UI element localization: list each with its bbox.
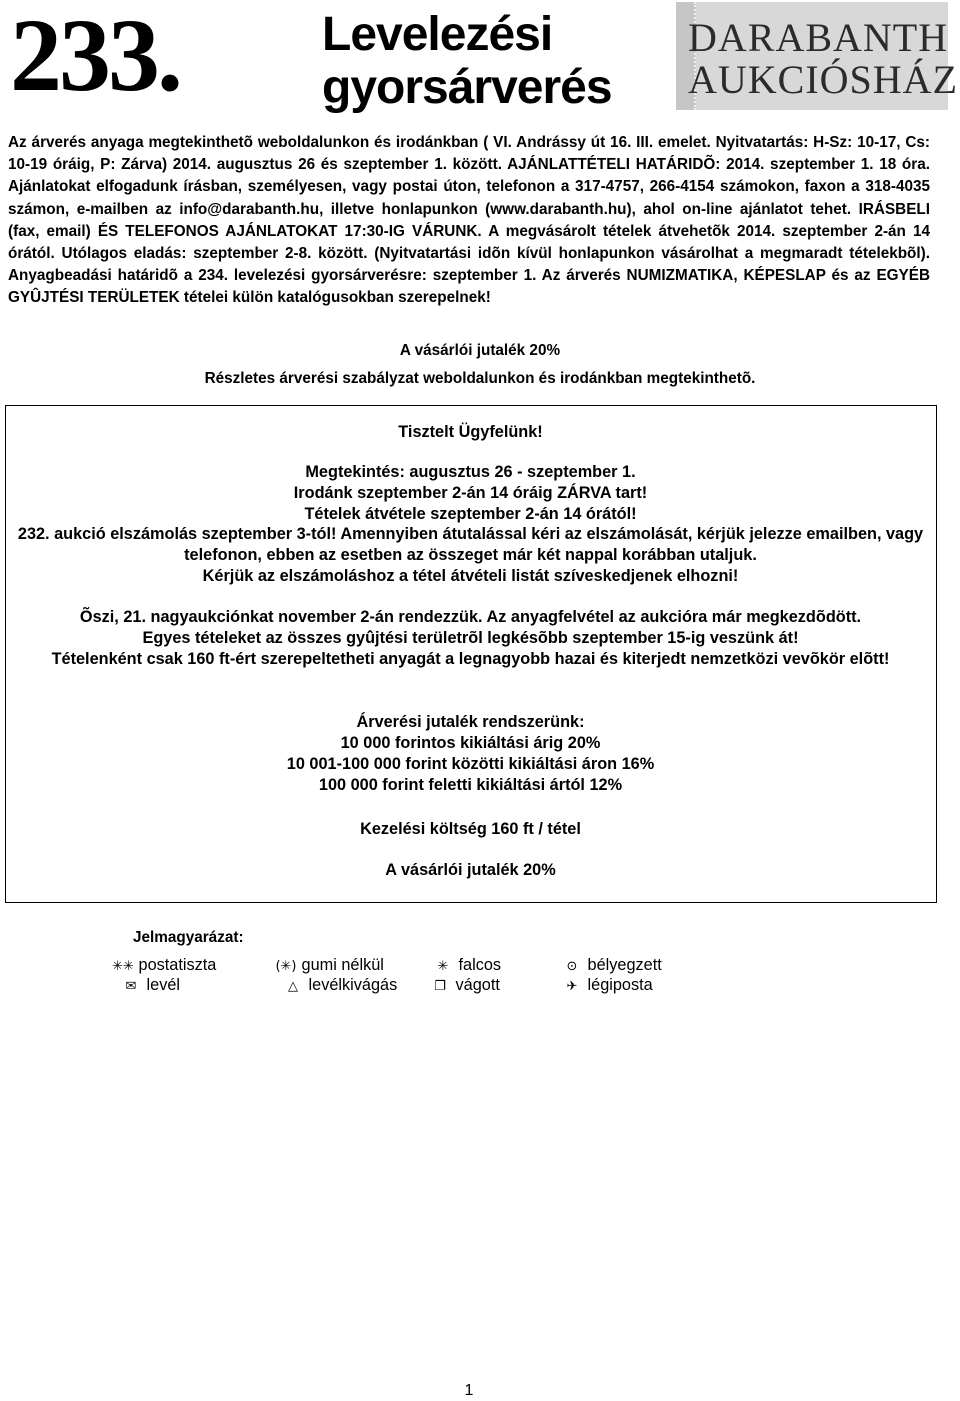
- fee-tier-3: 100 000 forint feletti kikiáltási ártól 12%: [318, 776, 623, 794]
- double-star-icon: ✳✳: [112, 959, 134, 974]
- handling-fee-text: Kezelési költség 160 ft / tétel: [360, 820, 581, 838]
- issue-number: 233.: [10, 0, 180, 113]
- legend-title: Jelmagyarázat:: [133, 929, 244, 946]
- intro-paragraph: Az árverés anyaga megtekinthetõ weboldalunkon és irodánkban ( VI. Andrássy út 16. III. emelet. Nyitvatartás: H-Sz: 10-17, Cs: 10-19 óráig, P: Zárva) 2014. augusztus 26 és szeptember 1. között. AJÁNLATTÉTELI HATÁRIDÕ: 2014. szeptember 1. 18 óra. Ajánlatokat elfogadunk írásban, személyesen, vagy postai úton, telefonon a 317-4757, 266-4154 számokon, faxon a 318-4035 számon, e-mailben az info@darabanth.hu, illetve honlapunkon (www.darabanth.hu), ahol on-line ajánlatot tehet. IRÁSBELI (fax, email) ÉS TELEFONOS AJÁNLATOKAT 17:30-IG VÁRUNK. A megvásárolt tételek átvehetõk 2014. szeptember 2-án 14 órától. Utólagos eladás: szeptember 2-8. között. (Nyitvatartási idõn kívül honlapunkon vásárolhat a megmaradt tételekbõl). Anyagbeadási határidõ a 234. levelezési gyorsárverésre: szeptember 1. Az árverés NUMIZMATIKA, KÉPESLAP és az EGYÉB GYÛJTÉSI TERÜLETEK tételei külön katalógusokban szerepelnek!: [8, 134, 930, 307]
- triangle-icon: △: [288, 979, 298, 994]
- star-in-parentheses-icon: (✳): [275, 959, 297, 974]
- page-number: 1: [464, 1382, 474, 1399]
- legend-item-vagott: [429, 975, 500, 997]
- legend-label: levél: [146, 976, 181, 994]
- fee-tier-2: 10 001-100 000 forint közötti kikiáltási áron 16%: [286, 755, 655, 773]
- envelope-icon: ✉: [125, 979, 137, 994]
- legend-label: bélyegzett: [587, 956, 662, 974]
- viewing-dates: Megtekintés: augusztus 26 - szeptember 1.: [305, 463, 636, 481]
- title-line-2: gyorsárverés: [322, 61, 612, 114]
- legend-label: légiposta: [587, 976, 653, 994]
- star-icon: ✳: [437, 959, 449, 974]
- legend-label: gumi nélkül: [301, 956, 384, 974]
- legend-item-levelkivagas: [282, 975, 397, 997]
- legend-label: postatiszta: [138, 956, 217, 974]
- pickup-note: Tételek átvétele szeptember 2-án 14 órától!: [304, 505, 637, 523]
- settlement-list-note: Kérjük az elszámoláshoz a tétel átvételi listát szíveskedjenek elhozni!: [202, 567, 739, 585]
- square-icon: ❐: [434, 979, 446, 994]
- page-header: [0, 0, 960, 125]
- logo-text-line-1: DARABANTH: [688, 15, 949, 60]
- logo-text-line-2: AUKCIÓSHÁZ: [688, 57, 958, 102]
- legend-item-legiposta: [561, 975, 653, 997]
- airplane-icon: ✈: [566, 979, 578, 994]
- autumn-fee-note: Tételenként csak 160 ft-ért szerepeltetheti anyagát a legnagyobb hazai és kiterjedt nemzetközi vevõkör elõtt!: [51, 650, 890, 668]
- darabanth-logo: [676, 2, 958, 110]
- customer-notice-box: [5, 405, 937, 903]
- notice-fee-system: [6, 712, 935, 796]
- auction-rules-line: Részletes árverési szabályzat weboldalunkon és irodánkban megtekinthetõ.: [204, 370, 756, 387]
- notice-schedule: [6, 462, 935, 525]
- fee-tier-1: 10 000 forintos kikiáltási árig 20%: [340, 734, 601, 752]
- fee-system-title: Árverési jutalék rendszerünk:: [356, 713, 585, 731]
- cancelled-stamp-icon: ⊙: [566, 959, 578, 974]
- legend-item-gumi-nelkul: [275, 955, 384, 977]
- settlement-text: 232. aukció elszámolás szeptember 3-tól! Amennyiben átutalással kéri az elszámolását, kérjük jelezze emailben, vagy telefonon, ebben az esetben az összeget már két nappal korábban utaljuk.: [17, 525, 924, 564]
- legend-item-belyegzett: [561, 955, 662, 977]
- page-title: [322, 8, 612, 114]
- buyer-commission-line: A vásárlói jutalék 20%: [399, 342, 561, 359]
- legend-item-falcos: [432, 955, 501, 977]
- autumn-auction-date: Õszi, 21. nagyaukciónkat november 2-án rendezzük. Az anyagfelvétel az aukcióra már megkezdõdött.: [79, 608, 862, 626]
- legend-item-level: [120, 975, 180, 997]
- notice-settlement: [6, 524, 935, 587]
- legend-label: levélkivágás: [308, 976, 398, 994]
- legend-label: falcos: [458, 956, 502, 974]
- office-closed-note: Irodánk szeptember 2-án 14 óráig ZÁRVA tart!: [293, 484, 648, 502]
- symbol-legend: [0, 928, 960, 1008]
- notice-greeting: [6, 422, 935, 443]
- title-line-1: Levelezési: [322, 8, 553, 61]
- greeting-text: Tisztelt Ügyfelünk!: [398, 423, 543, 441]
- autumn-deadline: Egyes tételeket az összes gyûjtési területrõl legkésõbb szeptember 15-ig veszünk át!: [142, 629, 799, 647]
- buyer-commission-text: A vásárlói jutalék 20%: [385, 861, 556, 879]
- notice-autumn-auction: [6, 607, 935, 670]
- legend-item-postatiszta: [112, 955, 216, 977]
- notice-buyer-commission: [6, 860, 935, 881]
- legend-label: vágott: [455, 976, 500, 994]
- notice-handling-fee: [6, 819, 935, 840]
